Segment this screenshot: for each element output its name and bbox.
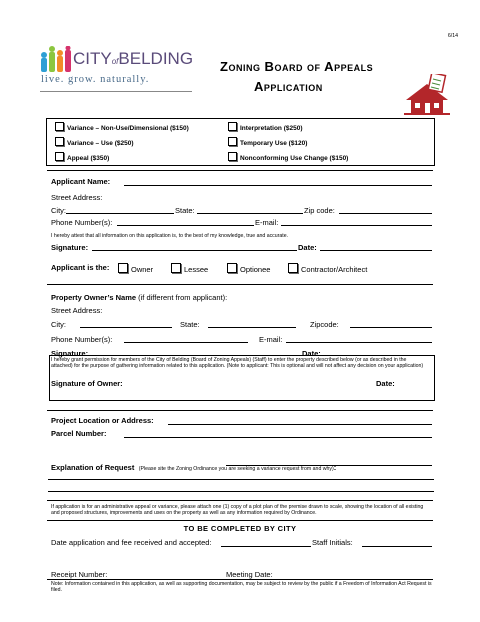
receipt-number-label: Receipt Number: xyxy=(51,570,108,579)
logo-tagline: live. grow. naturally. xyxy=(41,74,150,85)
owner-state-field[interactable] xyxy=(208,327,296,328)
city-use-heading: TO BE COMPLETED BY CITY xyxy=(183,524,297,533)
house-clipboard-icon xyxy=(400,74,454,118)
role-contractor[interactable]: Contractor/Architect xyxy=(288,263,367,274)
applicant-zip-label: Zip code: xyxy=(304,206,335,215)
page-code: 6/14 xyxy=(447,33,458,39)
owner-city-label: City: xyxy=(51,320,66,329)
explanation-line-2[interactable] xyxy=(48,479,434,480)
applicant-zip-field[interactable] xyxy=(339,213,432,214)
form-title-line1: Zoning Board of Appeals xyxy=(220,59,374,74)
parcel-number-label: Parcel Number: xyxy=(51,429,107,438)
applicant-date-label: Date: xyxy=(298,243,317,252)
applicant-state-field[interactable] xyxy=(197,213,303,214)
permission-text: I hereby grant permission for members of the City of Belding (Board of Zoning Appeals) (Staff) to enter the property described below (or as described in the attached) for the purpose of gathering information related to this application. (Note to applicant: This is optional and will not affect any decision on your application) xyxy=(51,357,424,370)
meeting-date-label: Meeting Date: xyxy=(226,570,273,579)
owner-signature-date-label: Date: xyxy=(376,379,395,388)
owner-phone-field[interactable] xyxy=(124,342,248,343)
explanation-line-1[interactable] xyxy=(226,465,432,466)
applicant-email-field[interactable] xyxy=(281,225,432,226)
checkbox[interactable] xyxy=(228,122,237,131)
plot-plan-text: If application is for an administrative appeal or variance, please attach one (1) copy of a plot plan of the premise drawn to scale, showing the location of all existing and proposed structures, improvements and uses on the property as well as any information required by Ordinance. xyxy=(51,504,424,517)
owner-email-field[interactable] xyxy=(286,342,432,343)
applicant-name-field[interactable] xyxy=(124,185,432,186)
applicant-signature-field[interactable] xyxy=(92,250,297,251)
owner-zip-field[interactable] xyxy=(350,327,432,328)
owner-email-label: E-mail: xyxy=(259,335,283,344)
form-title-line2: Application xyxy=(254,79,323,94)
project-location-label: Project Location or Address: xyxy=(51,416,154,425)
staff-initials-field[interactable] xyxy=(362,546,432,547)
checkbox[interactable] xyxy=(228,152,237,161)
owner-zip-label: Zipcode: xyxy=(310,320,339,329)
explanation-heading: Explanation of Request (Please site the Zoning Ordinance you are seeking a variance request from and why): xyxy=(51,463,337,472)
logo-city: CITY xyxy=(73,49,112,68)
fee-option-interpretation[interactable]: Interpretation ($250) xyxy=(228,122,303,132)
owner-state-label: State: xyxy=(180,320,200,329)
staff-initials-label: Staff Initials: xyxy=(312,538,353,547)
owner-city-field[interactable] xyxy=(80,327,172,328)
applicant-street-label: Street Address: xyxy=(51,193,103,202)
role-owner[interactable]: Owner xyxy=(118,263,153,274)
owner-heading: Property Owner’s Name (if different from applicant): xyxy=(51,293,228,302)
applicant-name-label: Applicant Name: xyxy=(51,177,111,186)
foia-note: Note: Information contained in this application, as well as supporting documentation, may be subject to review by the public if a Freedom of Information Act Request is filed. xyxy=(51,581,432,594)
role-optionee[interactable]: Optionee xyxy=(227,263,270,274)
explanation-line-3[interactable] xyxy=(48,491,434,492)
permission-box xyxy=(49,355,435,401)
parcel-number-field[interactable] xyxy=(124,437,432,438)
checkbox[interactable] xyxy=(118,263,128,273)
applicant-signature-label: Signature: xyxy=(51,243,89,252)
fee-option-temporary-use[interactable]: Temporary Use ($120) xyxy=(228,137,307,147)
checkbox[interactable] xyxy=(227,263,237,273)
checkbox[interactable] xyxy=(55,152,64,161)
checkbox[interactable] xyxy=(55,122,64,131)
applicant-date-field[interactable] xyxy=(320,250,432,251)
applicant-city-field[interactable] xyxy=(66,213,174,214)
attest-text: I hereby attest that all information on this application is, to the best of my knowledge, true and accurate. xyxy=(51,233,289,239)
logo-name: BELDING xyxy=(118,49,194,68)
city-logo xyxy=(40,46,192,96)
owner-signature-of-owner-label: Signature of Owner: xyxy=(51,379,123,388)
checkbox[interactable] xyxy=(55,137,64,146)
applicant-state-label: State: xyxy=(175,206,195,215)
checkbox[interactable] xyxy=(228,137,237,146)
fee-option-appeal[interactable]: Appeal ($350) xyxy=(55,152,109,162)
checkbox[interactable] xyxy=(171,263,181,273)
project-location-field[interactable] xyxy=(168,424,432,425)
role-lessee[interactable]: Lessee xyxy=(171,263,208,274)
applicant-phone-field[interactable] xyxy=(117,225,254,226)
fee-option-nonconforming[interactable]: Nonconforming Use Change ($150) xyxy=(228,152,348,162)
applicant-is-label: Applicant is the: xyxy=(51,263,110,272)
owner-signature-label: Signature: xyxy=(51,349,89,358)
checkbox[interactable] xyxy=(288,263,298,273)
owner-phone-label: Phone Number(s): xyxy=(51,335,113,344)
logo-of: of xyxy=(111,57,119,66)
fee-option-variance-nonuse[interactable]: Variance – Non-Use/Dimensional ($150) xyxy=(55,122,189,132)
applicant-phone-label: Phone Number(s): xyxy=(51,218,113,227)
applicant-email-label: E-mail: xyxy=(255,218,279,227)
date-received-label: Date application and fee received and accepted: xyxy=(51,538,212,547)
applicant-city-label: City: xyxy=(51,206,66,215)
owner-date-label: Date: xyxy=(302,349,321,358)
fee-option-variance-use[interactable]: Variance – Use ($250) xyxy=(55,137,134,147)
owner-street-label: Street Address: xyxy=(51,306,103,315)
date-received-field[interactable] xyxy=(221,546,311,547)
